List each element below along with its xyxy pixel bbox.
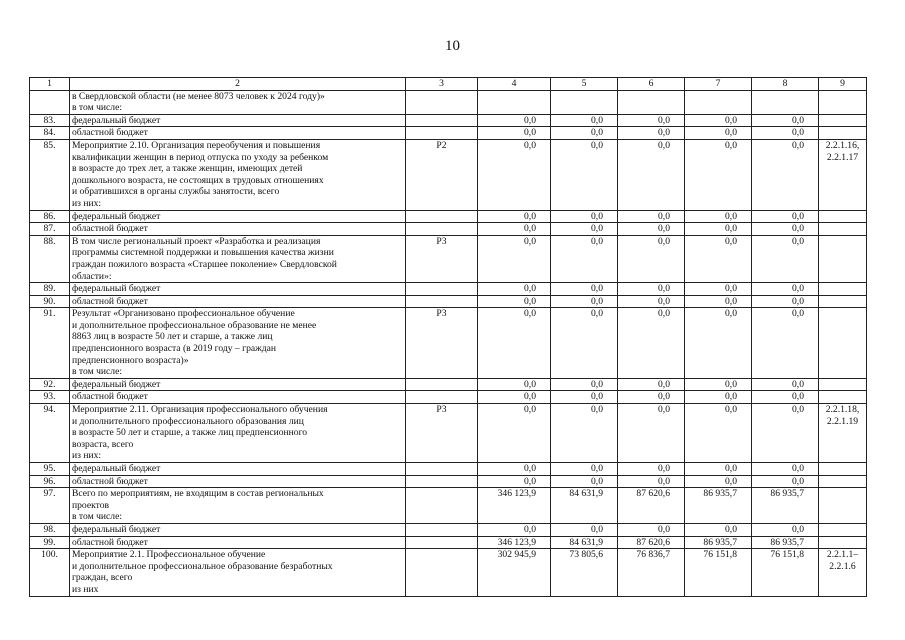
row-code-cell: [406, 488, 478, 524]
row-value-cell: 0,0: [685, 463, 752, 476]
row-goals-cell: [819, 90, 867, 114]
row-value-cell: 0,0: [551, 308, 618, 379]
row-goals-cell: [819, 210, 867, 223]
row-name-cell: Результат «Организовано профессиональное обучение и дополнительное профессиональное образование не менее 8863 лиц в возрасте 50 лет и старше, а также лиц предпенсионного возраста (в 2019 году – граждан предпенсионного возраста)» в том числе:: [70, 308, 406, 379]
row-name-cell: областной бюджет: [70, 223, 406, 236]
row-value-cell: 0,0: [752, 463, 819, 476]
row-value-cell: 76 151,8: [752, 549, 819, 596]
row-name-cell: областной бюджет: [70, 536, 406, 549]
table-header-row: [30, 78, 867, 91]
row-name-cell: Мероприятие 2.10. Организация переобучения и повышения квалификации женщин в период отпуска по уходу за ребенком в возрасте до трех лет, а также женщин, имеющих детей дошкольного возраста, не состоящих в трудовых отношениях и обратившихся в органы службы занятости, всего из них:: [70, 139, 406, 210]
row-value-cell: 0,0: [752, 139, 819, 210]
row-code-cell: [406, 378, 478, 391]
row-goals-cell: 2.2.1.18, 2.2.1.19: [819, 404, 867, 463]
row-goals-cell: [819, 295, 867, 308]
row-value-cell: 0,0: [618, 523, 685, 536]
row-value-cell: 0,0: [478, 210, 551, 223]
row-value-cell: [478, 90, 551, 114]
row-value-cell: 0,0: [685, 308, 752, 379]
row-value-cell: 87 620,6: [618, 488, 685, 524]
row-number-cell: 91.: [30, 308, 70, 379]
row-value-cell: 0,0: [478, 139, 551, 210]
row-value-cell: 0,0: [685, 295, 752, 308]
table-row: [30, 139, 867, 210]
row-value-cell: 0,0: [752, 308, 819, 379]
row-value-cell: 0,0: [551, 475, 618, 488]
row-value-cell: 0,0: [551, 114, 618, 127]
row-name-cell: областной бюджет: [70, 295, 406, 308]
row-value-cell: 346 123,9: [478, 488, 551, 524]
row-code-cell: [406, 475, 478, 488]
row-goals-cell: [819, 391, 867, 404]
row-name-cell: федеральный бюджет: [70, 210, 406, 223]
row-value-cell: 84 631,9: [551, 536, 618, 549]
row-code-cell: [406, 114, 478, 127]
row-value-cell: 0,0: [752, 391, 819, 404]
row-goals-cell: [819, 127, 867, 140]
row-value-cell: 0,0: [618, 378, 685, 391]
row-value-cell: 0,0: [478, 235, 551, 282]
row-number-cell: 99.: [30, 536, 70, 549]
row-value-cell: 0,0: [752, 523, 819, 536]
row-value-cell: [551, 90, 618, 114]
row-code-cell: [406, 463, 478, 476]
row-name-cell: Мероприятие 2.1. Профессиональное обучение и дополнительное профессиональное образование безработных граждан, всего из них: [70, 549, 406, 596]
table-row: [30, 391, 867, 404]
row-value-cell: 0,0: [685, 391, 752, 404]
row-name-cell: федеральный бюджет: [70, 463, 406, 476]
row-value-cell: 73 805,6: [551, 549, 618, 596]
table-row: [30, 404, 867, 463]
row-value-cell: 0,0: [618, 114, 685, 127]
row-value-cell: 0,0: [551, 127, 618, 140]
row-number-cell: 100.: [30, 549, 70, 596]
row-value-cell: 302 945,9: [478, 549, 551, 596]
row-number-cell: 93.: [30, 391, 70, 404]
header-cell: 1: [30, 78, 70, 91]
row-code-cell: [406, 283, 478, 296]
row-value-cell: [752, 90, 819, 114]
row-value-cell: 0,0: [551, 223, 618, 236]
row-goals-cell: [819, 378, 867, 391]
row-goals-cell: [819, 463, 867, 476]
row-value-cell: 0,0: [685, 523, 752, 536]
row-code-cell: Р3: [406, 308, 478, 379]
header-cell: 9: [819, 78, 867, 91]
row-number-cell: 85.: [30, 139, 70, 210]
table-row: [30, 127, 867, 140]
row-value-cell: 0,0: [752, 114, 819, 127]
row-value-cell: 0,0: [685, 114, 752, 127]
table-row: [30, 283, 867, 296]
row-code-cell: [406, 127, 478, 140]
row-name-cell: областной бюджет: [70, 127, 406, 140]
row-number-cell: 98.: [30, 523, 70, 536]
row-name-cell: областной бюджет: [70, 391, 406, 404]
row-value-cell: 0,0: [752, 475, 819, 488]
row-code-cell: [406, 391, 478, 404]
row-number-cell: 95.: [30, 463, 70, 476]
row-value-cell: 0,0: [478, 404, 551, 463]
row-value-cell: 0,0: [618, 295, 685, 308]
page-number: 10: [445, 38, 460, 54]
row-number-cell: 86.: [30, 210, 70, 223]
row-value-cell: 0,0: [551, 295, 618, 308]
row-value-cell: [685, 90, 752, 114]
header-cell: 3: [406, 78, 478, 91]
row-value-cell: 0,0: [618, 210, 685, 223]
table-body: [30, 78, 867, 597]
row-code-cell: Р3: [406, 404, 478, 463]
row-value-cell: 84 631,9: [551, 488, 618, 524]
row-value-cell: 0,0: [618, 463, 685, 476]
row-code-cell: [406, 223, 478, 236]
row-value-cell: 0,0: [618, 283, 685, 296]
row-number-cell: 94.: [30, 404, 70, 463]
row-value-cell: 0,0: [685, 127, 752, 140]
budget-table: [29, 77, 867, 597]
row-value-cell: 0,0: [551, 210, 618, 223]
row-value-cell: 0,0: [478, 295, 551, 308]
row-value-cell: 86 935,7: [752, 536, 819, 549]
row-goals-cell: [819, 308, 867, 379]
row-value-cell: 0,0: [685, 223, 752, 236]
table-row: [30, 90, 867, 114]
table-row: [30, 549, 867, 596]
table-row: [30, 488, 867, 524]
table-row: [30, 378, 867, 391]
row-value-cell: 0,0: [685, 235, 752, 282]
row-value-cell: 0,0: [551, 139, 618, 210]
row-value-cell: 0,0: [685, 210, 752, 223]
row-number-cell: 87.: [30, 223, 70, 236]
row-value-cell: 0,0: [551, 283, 618, 296]
row-goals-cell: [819, 488, 867, 524]
row-value-cell: 0,0: [618, 127, 685, 140]
header-cell: 2: [70, 78, 406, 91]
row-value-cell: 0,0: [752, 210, 819, 223]
table-row: [30, 463, 867, 476]
row-value-cell: 0,0: [478, 127, 551, 140]
row-value-cell: 0,0: [618, 235, 685, 282]
row-value-cell: 0,0: [752, 127, 819, 140]
row-value-cell: 0,0: [685, 283, 752, 296]
row-value-cell: 0,0: [478, 475, 551, 488]
row-goals-cell: [819, 114, 867, 127]
table-row: [30, 308, 867, 379]
row-name-cell: Всего по мероприятиям, не входящим в состав региональных проектов в том числе:: [70, 488, 406, 524]
row-number-cell: 96.: [30, 475, 70, 488]
row-value-cell: 0,0: [618, 404, 685, 463]
row-value-cell: 346 123,9: [478, 536, 551, 549]
row-value-cell: 76 151,8: [685, 549, 752, 596]
row-value-cell: 0,0: [551, 523, 618, 536]
row-value-cell: 0,0: [685, 475, 752, 488]
row-number-cell: 83.: [30, 114, 70, 127]
row-value-cell: 0,0: [685, 378, 752, 391]
header-cell: 5: [551, 78, 618, 91]
row-value-cell: 0,0: [618, 475, 685, 488]
row-goals-cell: [819, 223, 867, 236]
row-value-cell: 0,0: [551, 391, 618, 404]
row-value-cell: 86 935,7: [685, 488, 752, 524]
table-row: [30, 536, 867, 549]
row-value-cell: 0,0: [478, 114, 551, 127]
row-value-cell: 0,0: [478, 283, 551, 296]
row-value-cell: 86 935,7: [752, 488, 819, 524]
row-value-cell: 0,0: [752, 283, 819, 296]
row-goals-cell: [819, 283, 867, 296]
row-name-cell: Мероприятие 2.11. Организация профессионального обучения и дополнительного профессионального образования лиц в возрасте 50 лет и старше, а также лиц предпенсионного возраста, всего из них:: [70, 404, 406, 463]
row-number-cell: 92.: [30, 378, 70, 391]
row-goals-cell: [819, 523, 867, 536]
row-value-cell: 0,0: [551, 404, 618, 463]
row-value-cell: 0,0: [618, 223, 685, 236]
row-value-cell: 0,0: [618, 308, 685, 379]
row-goals-cell: 2.2.1.16, 2.2.1.17: [819, 139, 867, 210]
row-goals-cell: 2.2.1.1–2.2.1.6: [819, 549, 867, 596]
row-name-cell: федеральный бюджет: [70, 283, 406, 296]
row-name-cell: областной бюджет: [70, 475, 406, 488]
table-row: [30, 295, 867, 308]
row-code-cell: [406, 536, 478, 549]
table-row: [30, 235, 867, 282]
row-value-cell: 0,0: [685, 404, 752, 463]
row-goals-cell: [819, 235, 867, 282]
header-cell: 7: [685, 78, 752, 91]
row-value-cell: 0,0: [752, 295, 819, 308]
row-name-cell: федеральный бюджет: [70, 114, 406, 127]
row-value-cell: 0,0: [618, 139, 685, 210]
row-number-cell: 97.: [30, 488, 70, 524]
row-code-cell: [406, 295, 478, 308]
row-name-cell: федеральный бюджет: [70, 378, 406, 391]
row-number-cell: 90.: [30, 295, 70, 308]
row-value-cell: [618, 90, 685, 114]
row-value-cell: 0,0: [752, 235, 819, 282]
row-code-cell: [406, 90, 478, 114]
table-row: [30, 210, 867, 223]
table-row: [30, 223, 867, 236]
row-goals-cell: [819, 475, 867, 488]
row-value-cell: 86 935,7: [685, 536, 752, 549]
row-name-cell: в Свердловской области (не менее 8073 человек к 2024 году)» в том числе:: [70, 90, 406, 114]
row-value-cell: 76 836,7: [618, 549, 685, 596]
row-value-cell: 0,0: [478, 378, 551, 391]
row-value-cell: 0,0: [478, 391, 551, 404]
row-value-cell: 0,0: [752, 223, 819, 236]
row-value-cell: 0,0: [752, 404, 819, 463]
row-value-cell: 0,0: [685, 139, 752, 210]
row-code-cell: Р2: [406, 139, 478, 210]
row-goals-cell: [819, 536, 867, 549]
row-value-cell: 0,0: [478, 223, 551, 236]
header-cell: 6: [618, 78, 685, 91]
row-code-cell: [406, 210, 478, 223]
table-row: [30, 475, 867, 488]
row-number-cell: 84.: [30, 127, 70, 140]
row-code-cell: [406, 523, 478, 536]
row-value-cell: 0,0: [551, 463, 618, 476]
row-value-cell: 0,0: [618, 391, 685, 404]
row-name-cell: В том числе региональный проект «Разработка и реализация программы системной поддержки и повышения качества жизни граждан пожилого возраста «Старшее поколение» Свердловской области»:: [70, 235, 406, 282]
header-cell: 8: [752, 78, 819, 91]
header-cell: 4: [478, 78, 551, 91]
row-code-cell: [406, 549, 478, 596]
row-value-cell: 0,0: [478, 308, 551, 379]
row-name-cell: федеральный бюджет: [70, 523, 406, 536]
row-value-cell: 0,0: [551, 378, 618, 391]
row-value-cell: 0,0: [478, 463, 551, 476]
row-value-cell: 0,0: [752, 378, 819, 391]
table-row: [30, 114, 867, 127]
row-value-cell: 0,0: [478, 523, 551, 536]
row-number-cell: [30, 90, 70, 114]
row-number-cell: 88.: [30, 235, 70, 282]
row-code-cell: Р3: [406, 235, 478, 282]
row-number-cell: 89.: [30, 283, 70, 296]
table-row: [30, 523, 867, 536]
row-value-cell: 87 620,6: [618, 536, 685, 549]
row-value-cell: 0,0: [551, 235, 618, 282]
